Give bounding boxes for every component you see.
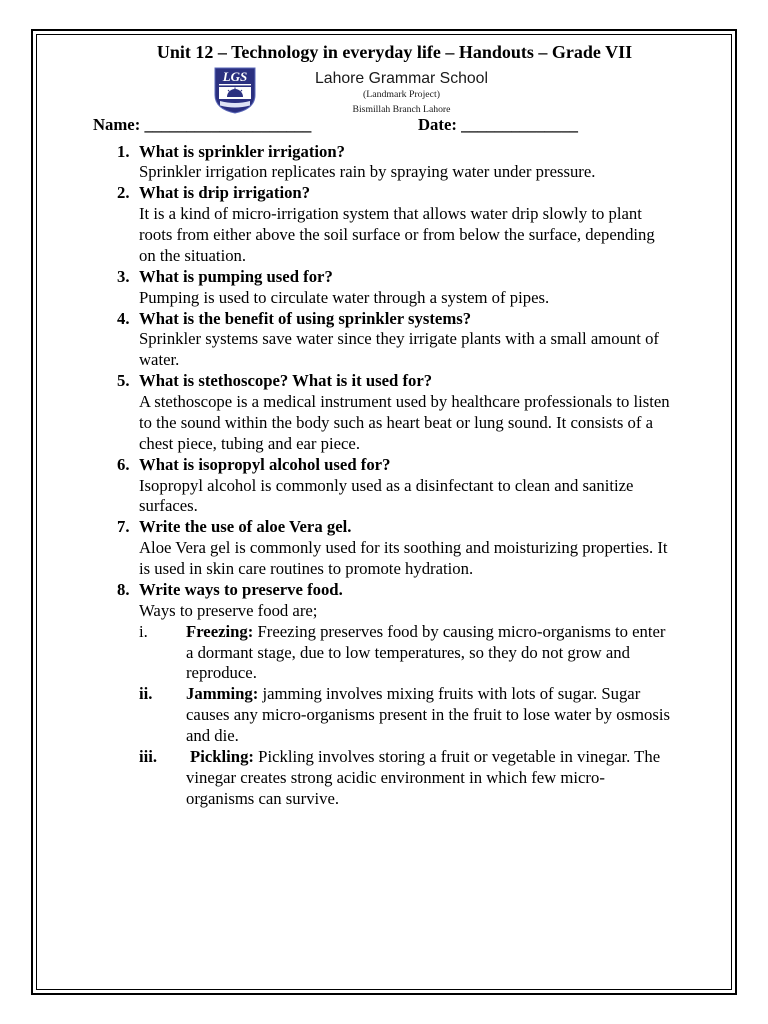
preservation-method-item <box>139 747 719 810</box>
school-branch: Bismillah Branch Lahore <box>352 104 451 115</box>
answer-line: a dormant stage, due to low temperatures, so they do not grow and <box>186 642 630 662</box>
answer-line: to the sound within the body such as heart beat or lung sound. It consists of a <box>139 412 653 432</box>
answer-line: roots from either above the soil surface or from below the surface, depending <box>139 225 655 245</box>
answer-line: chest piece, tubing and ear piece. <box>139 433 361 453</box>
question-item <box>117 141 719 184</box>
sub-item-first-line <box>186 747 719 768</box>
question-item <box>117 454 719 518</box>
answer-line: surfaces. <box>139 496 198 516</box>
answer-line: is used in skin care routines to promote hydration. <box>139 559 474 579</box>
sub-item-first-line <box>186 622 719 643</box>
answer-line: Sprinkler systems save water since they irrigate plants with a small amount of <box>139 329 659 349</box>
question-number: 5. <box>117 371 130 391</box>
name-label: Name: <box>93 114 141 134</box>
question-item <box>117 266 719 309</box>
question-number: 3. <box>117 266 130 286</box>
answer-line: and die. <box>186 726 239 746</box>
sub-item-first-line <box>186 684 719 705</box>
question-text: What is isopropyl alcohol used for? <box>139 454 391 474</box>
question-list <box>117 141 719 810</box>
question-text: Write the use of aloe Vera gel. <box>139 517 352 537</box>
sub-item-marker: ii. <box>139 684 153 704</box>
question-item <box>117 517 719 580</box>
method-term: Freezing: <box>186 621 254 641</box>
school-name: Lahore Grammar School <box>315 70 488 87</box>
answer-line: Sprinkler irrigation replicates rain by spraying water under pressure. <box>139 162 596 182</box>
question-number: 7. <box>117 517 130 537</box>
answer-line: reproduce. <box>186 663 257 683</box>
date-field <box>418 115 578 136</box>
question-item <box>117 579 719 810</box>
answer-line: causes any micro-organisms present in the fruit to lose water by osmosis <box>186 705 670 725</box>
answer-line: Isopropyl alcohol is commonly used as a disinfectant to clean and sanitize <box>139 475 634 495</box>
answer-line: It is a kind of micro-irrigation system that allows water drip slowly to plant <box>139 204 642 224</box>
answer-text: jamming involves mixing fruits with lots of sugar. Sugar <box>262 684 641 704</box>
question-text: What is stethoscope? What is it used for? <box>139 371 433 391</box>
question-item <box>117 371 719 455</box>
question-text: What is drip irrigation? <box>139 183 311 203</box>
method-term: Pickling: <box>190 746 254 766</box>
preservation-method-item <box>139 684 719 747</box>
school-logo <box>214 67 256 114</box>
answer-line: Aloe Vera gel is commonly used for its soothing and moisturizing properties. It <box>139 538 668 558</box>
sub-item-marker: iii. <box>139 746 158 766</box>
answer-line: water. <box>139 350 180 370</box>
question-item <box>117 183 719 267</box>
date-label: Date: <box>418 114 457 134</box>
answer-text: Pickling involves storing a fruit or vegetable in vinegar. The <box>258 746 661 766</box>
answer-line: Ways to preserve food are; <box>139 600 318 620</box>
question-number: 6. <box>117 454 130 474</box>
answer-text: Freezing preserves food by causing micro-organisms to enter <box>257 621 666 641</box>
answer-line: A stethoscope is a medical instrument used by healthcare professionals to listen <box>139 392 670 412</box>
question-text: What is sprinkler irrigation? <box>139 141 345 161</box>
logo-lettering: LGS <box>222 69 248 84</box>
question-number: 2. <box>117 183 130 203</box>
question-text: What is pumping used for? <box>139 266 333 286</box>
question-item <box>117 308 719 372</box>
question-number: 1. <box>117 141 130 161</box>
question-text: Write ways to preserve food. <box>139 579 343 599</box>
answer-line: Pumping is used to circulate water through a system of pipes. <box>139 287 550 307</box>
date-blank: ______________ <box>461 114 578 134</box>
page-title: Unit 12 – Technology in everyday life – Handouts – Grade VII <box>156 42 633 62</box>
sub-item-marker: i. <box>139 621 148 641</box>
answer-line: on the situation. <box>139 245 247 265</box>
answer-line: vinegar creates strong acidic environment in which few micro- <box>186 767 605 787</box>
name-blank: ____________________ <box>144 114 312 134</box>
name-field <box>93 115 311 136</box>
method-term: Jamming: <box>186 684 259 704</box>
answer-line: organisms can survive. <box>186 788 340 808</box>
school-project: (Landmark Project) <box>363 89 440 100</box>
lgs-crest-logo-icon <box>214 67 256 114</box>
preservation-method-item <box>139 622 719 685</box>
question-number: 4. <box>117 308 130 328</box>
crest-stripe <box>219 84 251 85</box>
question-text: What is the benefit of using sprinkler systems? <box>139 308 472 328</box>
question-number: 8. <box>117 579 130 599</box>
